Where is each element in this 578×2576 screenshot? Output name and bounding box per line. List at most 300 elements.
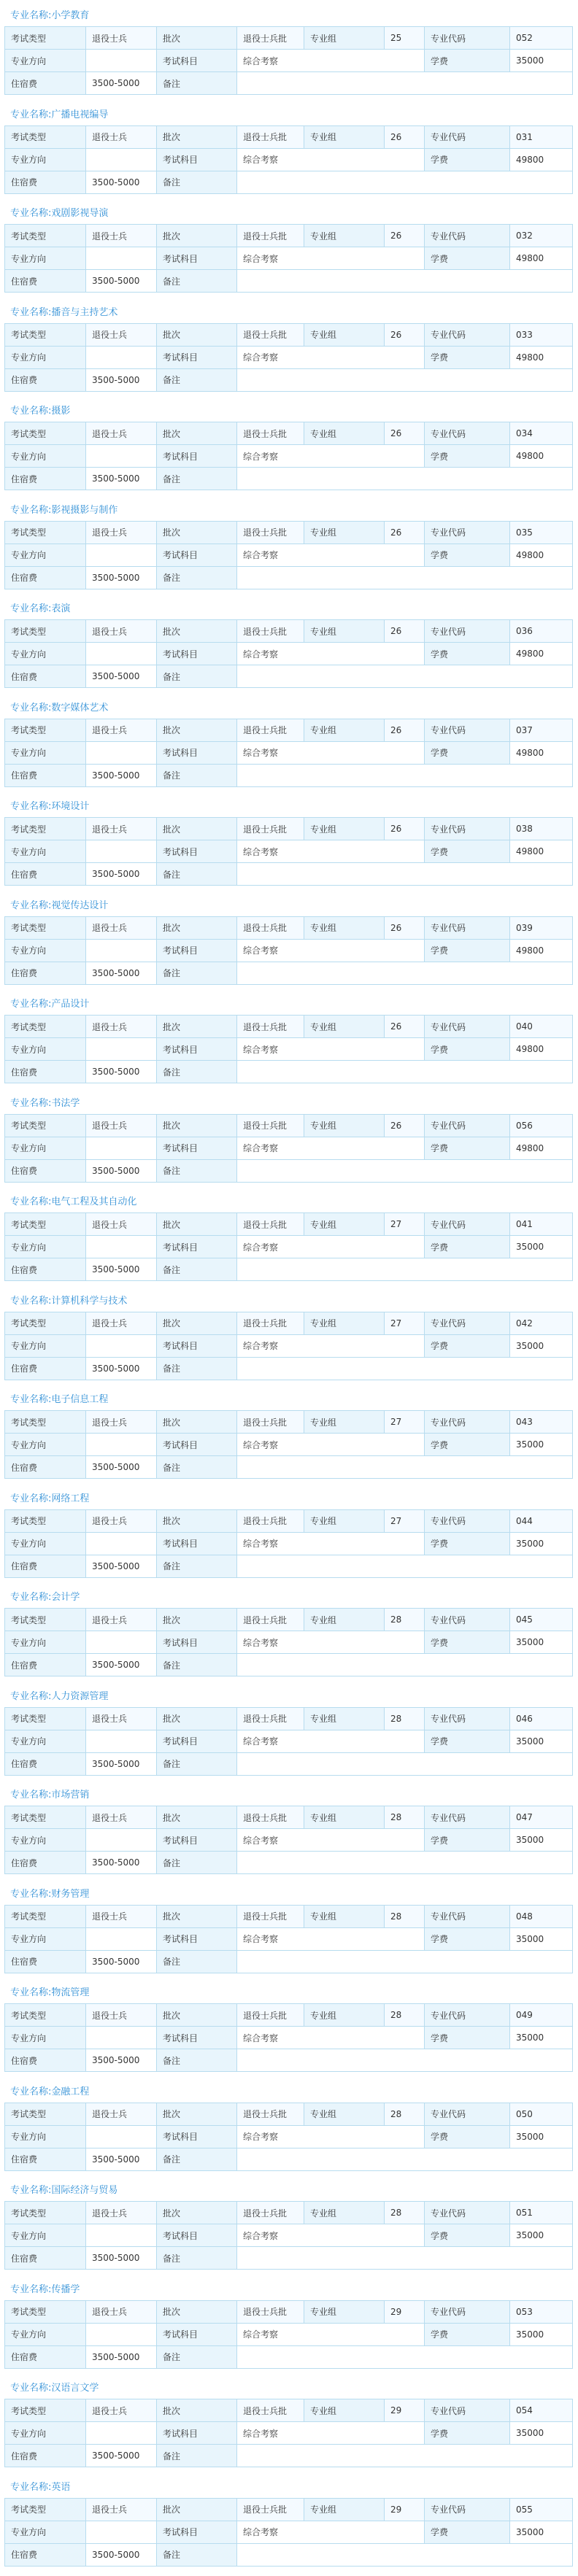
major-title-prefix: 专业名称: bbox=[10, 2383, 51, 2394]
major-title bbox=[4, 1785, 574, 1806]
table-row bbox=[5, 50, 573, 72]
dorm-label: 住宿费 bbox=[5, 1654, 86, 1676]
exam-type-label: 考试类型 bbox=[5, 620, 86, 643]
table-row bbox=[5, 2445, 573, 2467]
remark-value bbox=[237, 1950, 573, 1973]
tuition-label: 学费 bbox=[425, 445, 510, 468]
remark-value bbox=[237, 764, 573, 786]
exam-type-value: 退役士兵 bbox=[86, 1509, 157, 1532]
table-row bbox=[5, 1852, 573, 1874]
tuition-value: 35000 bbox=[510, 1434, 573, 1456]
table-row bbox=[5, 962, 573, 984]
tuition-label: 学费 bbox=[425, 50, 510, 72]
dorm-value: 3500-5000 bbox=[86, 368, 157, 391]
dorm-value: 3500-5000 bbox=[86, 2543, 157, 2566]
direction-value bbox=[86, 2323, 157, 2345]
exam-type-value: 退役士兵 bbox=[86, 125, 157, 148]
dorm-label: 住宿费 bbox=[5, 2543, 86, 2566]
major-title-prefix: 专业名称: bbox=[10, 1196, 51, 1207]
major-block bbox=[4, 2280, 574, 2379]
table-row bbox=[5, 863, 573, 886]
remark-label: 备注 bbox=[157, 1159, 237, 1182]
subject-label: 考试科目 bbox=[157, 1631, 237, 1654]
tuition-label: 学费 bbox=[425, 1137, 510, 1159]
dorm-label: 住宿费 bbox=[5, 1852, 86, 1874]
tuition-value: 49800 bbox=[510, 939, 573, 962]
dorm-value: 3500-5000 bbox=[86, 2148, 157, 2170]
exam-type-label: 考试类型 bbox=[5, 719, 86, 741]
exam-type-label: 考试类型 bbox=[5, 2103, 86, 2125]
direction-value bbox=[86, 1631, 157, 1654]
remark-label: 备注 bbox=[157, 2247, 237, 2270]
subject-value: 综合考察 bbox=[237, 2521, 425, 2543]
dorm-value: 3500-5000 bbox=[86, 171, 157, 193]
exam-type-label: 考试类型 bbox=[5, 2004, 86, 2027]
tuition-label: 学费 bbox=[425, 1532, 510, 1555]
table-row bbox=[5, 1061, 573, 1083]
remark-value bbox=[237, 1061, 573, 1083]
code-value: 031 bbox=[510, 125, 573, 148]
subject-label: 考试科目 bbox=[157, 2521, 237, 2543]
exam-type-label: 考试类型 bbox=[5, 1411, 86, 1434]
table-row bbox=[5, 1555, 573, 1577]
dorm-value: 3500-5000 bbox=[86, 1752, 157, 1775]
table-row bbox=[5, 1213, 573, 1236]
major-title bbox=[4, 1094, 574, 1114]
major-name: 网络工程 bbox=[51, 1493, 89, 1504]
major-block bbox=[4, 896, 574, 995]
exam-type-value: 退役士兵 bbox=[86, 1114, 157, 1137]
major-block bbox=[4, 401, 574, 500]
batch-label: 批次 bbox=[157, 27, 237, 50]
subject-label: 考试科目 bbox=[157, 840, 237, 863]
tuition-value: 49800 bbox=[510, 840, 573, 863]
dorm-value: 3500-5000 bbox=[86, 2345, 157, 2368]
exam-type-value: 退役士兵 bbox=[86, 818, 157, 840]
code-value: 039 bbox=[510, 916, 573, 939]
dorm-value: 3500-5000 bbox=[86, 2445, 157, 2467]
major-title bbox=[4, 1489, 574, 1509]
table-row bbox=[5, 764, 573, 786]
subject-value: 综合考察 bbox=[237, 2224, 425, 2247]
table-row bbox=[5, 620, 573, 643]
exam-type-value: 退役士兵 bbox=[86, 2103, 157, 2125]
table-row bbox=[5, 323, 573, 346]
table-row bbox=[5, 346, 573, 368]
exam-type-label: 考试类型 bbox=[5, 1905, 86, 1927]
direction-value bbox=[86, 1829, 157, 1852]
batch-value: 退役士兵批 bbox=[237, 2202, 304, 2224]
table-row bbox=[5, 2103, 573, 2125]
direction-value bbox=[86, 1236, 157, 1258]
major-title bbox=[4, 6, 574, 26]
subject-label: 考试科目 bbox=[157, 939, 237, 962]
batch-label: 批次 bbox=[157, 2202, 237, 2224]
remark-label: 备注 bbox=[157, 1654, 237, 1676]
batch-value: 退役士兵批 bbox=[237, 2103, 304, 2125]
table-row bbox=[5, 2247, 573, 2270]
batch-value: 退役士兵批 bbox=[237, 1905, 304, 1927]
batch-label: 批次 bbox=[157, 719, 237, 741]
subject-value: 综合考察 bbox=[237, 50, 425, 72]
batch-value: 退役士兵批 bbox=[237, 323, 304, 346]
code-value: 048 bbox=[510, 1905, 573, 1927]
tuition-value: 35000 bbox=[510, 2521, 573, 2543]
major-title-prefix: 专业名称: bbox=[10, 109, 51, 120]
batch-value: 退役士兵批 bbox=[237, 1213, 304, 1236]
direction-value bbox=[86, 2224, 157, 2247]
subject-label: 考试科目 bbox=[157, 2323, 237, 2345]
major-info-table bbox=[4, 1312, 573, 1380]
code-label: 专业代码 bbox=[425, 27, 510, 50]
code-value: 053 bbox=[510, 2300, 573, 2323]
tuition-label: 学费 bbox=[425, 1038, 510, 1061]
group-label: 专业组 bbox=[304, 422, 385, 445]
dorm-value: 3500-5000 bbox=[86, 863, 157, 886]
batch-label: 批次 bbox=[157, 2004, 237, 2027]
major-block bbox=[4, 698, 574, 797]
dorm-label: 住宿费 bbox=[5, 1357, 86, 1380]
batch-value: 退役士兵批 bbox=[237, 422, 304, 445]
batch-label: 批次 bbox=[157, 2300, 237, 2323]
remark-value bbox=[237, 1159, 573, 1182]
batch-label: 批次 bbox=[157, 1707, 237, 1730]
exam-type-value: 退役士兵 bbox=[86, 1016, 157, 1038]
exam-type-value: 退役士兵 bbox=[86, 2498, 157, 2521]
subject-value: 综合考察 bbox=[237, 1829, 425, 1852]
code-label: 专业代码 bbox=[425, 1213, 510, 1236]
table-row bbox=[5, 741, 573, 764]
subject-value: 综合考察 bbox=[237, 1038, 425, 1061]
table-row bbox=[5, 1434, 573, 1456]
group-value: 28 bbox=[385, 2103, 425, 2125]
direction-value bbox=[86, 1137, 157, 1159]
batch-label: 批次 bbox=[157, 1509, 237, 1532]
major-name: 小学教育 bbox=[51, 10, 89, 21]
dorm-label: 住宿费 bbox=[5, 1752, 86, 1775]
direction-label: 专业方向 bbox=[5, 445, 86, 468]
exam-type-value: 退役士兵 bbox=[86, 620, 157, 643]
remark-label: 备注 bbox=[157, 72, 237, 95]
table-row bbox=[5, 171, 573, 193]
batch-value: 退役士兵批 bbox=[237, 1707, 304, 1730]
direction-label: 专业方向 bbox=[5, 1236, 86, 1258]
table-row bbox=[5, 270, 573, 293]
table-row bbox=[5, 1258, 573, 1281]
major-title-prefix: 专业名称: bbox=[10, 999, 51, 1010]
major-title bbox=[4, 2181, 574, 2201]
table-row bbox=[5, 2422, 573, 2445]
remark-value bbox=[237, 863, 573, 886]
tuition-value: 49800 bbox=[510, 445, 573, 468]
subject-value: 综合考察 bbox=[237, 741, 425, 764]
major-title-prefix: 专业名称: bbox=[10, 1493, 51, 1504]
remark-value bbox=[237, 468, 573, 490]
tuition-value: 49800 bbox=[510, 544, 573, 566]
table-row bbox=[5, 1016, 573, 1038]
major-title bbox=[4, 2478, 574, 2498]
major-info-table bbox=[4, 619, 573, 688]
dorm-label: 住宿费 bbox=[5, 863, 86, 886]
remark-label: 备注 bbox=[157, 1555, 237, 1577]
remark-value bbox=[237, 2543, 573, 2566]
major-title-prefix: 专业名称: bbox=[10, 2086, 51, 2097]
major-title bbox=[4, 401, 574, 422]
major-info-table bbox=[4, 224, 573, 293]
subject-value: 综合考察 bbox=[237, 2125, 425, 2148]
direction-label: 专业方向 bbox=[5, 2125, 86, 2148]
major-name: 英语 bbox=[51, 2482, 70, 2493]
direction-label: 专业方向 bbox=[5, 840, 86, 863]
exam-type-label: 考试类型 bbox=[5, 2202, 86, 2224]
tuition-label: 学费 bbox=[425, 148, 510, 171]
subject-value: 综合考察 bbox=[237, 1236, 425, 1258]
subject-label: 考试科目 bbox=[157, 1038, 237, 1061]
batch-value: 退役士兵批 bbox=[237, 1016, 304, 1038]
code-label: 专业代码 bbox=[425, 1411, 510, 1434]
remark-label: 备注 bbox=[157, 2049, 237, 2072]
batch-value: 退役士兵批 bbox=[237, 1312, 304, 1334]
batch-value: 退役士兵批 bbox=[237, 2498, 304, 2521]
dorm-label: 住宿费 bbox=[5, 1950, 86, 1973]
direction-label: 专业方向 bbox=[5, 1829, 86, 1852]
group-label: 专业组 bbox=[304, 125, 385, 148]
group-label: 专业组 bbox=[304, 1213, 385, 1236]
table-row bbox=[5, 1038, 573, 1061]
exam-type-label: 考试类型 bbox=[5, 818, 86, 840]
direction-label: 专业方向 bbox=[5, 1730, 86, 1752]
code-label: 专业代码 bbox=[425, 323, 510, 346]
major-name: 环境设计 bbox=[51, 801, 89, 812]
major-info-table bbox=[4, 1707, 573, 1776]
remark-value bbox=[237, 1258, 573, 1281]
direction-value bbox=[86, 741, 157, 764]
batch-label: 批次 bbox=[157, 1806, 237, 1829]
dorm-label: 住宿费 bbox=[5, 1555, 86, 1577]
exam-type-label: 考试类型 bbox=[5, 1213, 86, 1236]
table-row bbox=[5, 1159, 573, 1182]
group-label: 专业组 bbox=[304, 818, 385, 840]
batch-label: 批次 bbox=[157, 2103, 237, 2125]
group-value: 27 bbox=[385, 1509, 425, 1532]
exam-type-value: 退役士兵 bbox=[86, 27, 157, 50]
major-name: 戏剧影视导演 bbox=[51, 208, 108, 219]
group-label: 专业组 bbox=[304, 1609, 385, 1631]
code-value: 040 bbox=[510, 1016, 573, 1038]
table-row bbox=[5, 1654, 573, 1676]
code-label: 专业代码 bbox=[425, 818, 510, 840]
tuition-label: 学费 bbox=[425, 544, 510, 566]
subject-label: 考试科目 bbox=[157, 1532, 237, 1555]
exam-type-label: 考试类型 bbox=[5, 2399, 86, 2422]
subject-value: 综合考察 bbox=[237, 2422, 425, 2445]
major-info-table bbox=[4, 1806, 573, 1874]
major-block bbox=[4, 797, 574, 896]
code-value: 045 bbox=[510, 1609, 573, 1631]
table-row bbox=[5, 1950, 573, 1973]
group-value: 27 bbox=[385, 1312, 425, 1334]
tuition-label: 学费 bbox=[425, 1829, 510, 1852]
subject-value: 综合考察 bbox=[237, 346, 425, 368]
batch-label: 批次 bbox=[157, 1114, 237, 1137]
remark-label: 备注 bbox=[157, 468, 237, 490]
major-title bbox=[4, 105, 574, 125]
direction-value bbox=[86, 2027, 157, 2049]
remark-value bbox=[237, 368, 573, 391]
table-row bbox=[5, 1730, 573, 1752]
remark-value bbox=[237, 2445, 573, 2467]
group-label: 专业组 bbox=[304, 1905, 385, 1927]
subject-value: 综合考察 bbox=[237, 1927, 425, 1950]
group-value: 29 bbox=[385, 2300, 425, 2323]
subject-value: 综合考察 bbox=[237, 840, 425, 863]
tuition-value: 35000 bbox=[510, 50, 573, 72]
group-value: 26 bbox=[385, 818, 425, 840]
direction-value bbox=[86, 2521, 157, 2543]
group-label: 专业组 bbox=[304, 2498, 385, 2521]
major-info-table bbox=[4, 817, 573, 886]
direction-value bbox=[86, 1038, 157, 1061]
group-label: 专业组 bbox=[304, 225, 385, 247]
subject-value: 综合考察 bbox=[237, 148, 425, 171]
major-title bbox=[4, 2082, 574, 2103]
table-row bbox=[5, 1905, 573, 1927]
code-value: 047 bbox=[510, 1806, 573, 1829]
group-value: 28 bbox=[385, 1905, 425, 1927]
major-title-prefix: 专业名称: bbox=[10, 703, 51, 713]
major-title-prefix: 专业名称: bbox=[10, 1592, 51, 1603]
exam-type-value: 退役士兵 bbox=[86, 2399, 157, 2422]
table-row bbox=[5, 1456, 573, 1479]
group-label: 专业组 bbox=[304, 27, 385, 50]
dorm-value: 3500-5000 bbox=[86, 1950, 157, 1973]
direction-value bbox=[86, 1927, 157, 1950]
exam-type-label: 考试类型 bbox=[5, 916, 86, 939]
code-label: 专业代码 bbox=[425, 2300, 510, 2323]
code-label: 专业代码 bbox=[425, 620, 510, 643]
tuition-value: 49800 bbox=[510, 148, 573, 171]
major-title-prefix: 专业名称: bbox=[10, 2284, 51, 2295]
table-row bbox=[5, 2323, 573, 2345]
tuition-label: 学费 bbox=[425, 1631, 510, 1654]
major-title bbox=[4, 698, 574, 719]
major-title-prefix: 专业名称: bbox=[10, 505, 51, 516]
dorm-label: 住宿费 bbox=[5, 2049, 86, 2072]
subject-label: 考试科目 bbox=[157, 643, 237, 665]
tuition-label: 学费 bbox=[425, 247, 510, 270]
remark-label: 备注 bbox=[157, 1357, 237, 1380]
code-label: 专业代码 bbox=[425, 916, 510, 939]
subject-value: 综合考察 bbox=[237, 247, 425, 270]
exam-type-value: 退役士兵 bbox=[86, 1213, 157, 1236]
direction-value bbox=[86, 840, 157, 863]
code-value: 041 bbox=[510, 1213, 573, 1236]
code-value: 033 bbox=[510, 323, 573, 346]
dorm-value: 3500-5000 bbox=[86, 1456, 157, 1479]
code-label: 专业代码 bbox=[425, 1806, 510, 1829]
dorm-value: 3500-5000 bbox=[86, 962, 157, 984]
table-row bbox=[5, 1236, 573, 1258]
group-label: 专业组 bbox=[304, 2300, 385, 2323]
code-value: 056 bbox=[510, 1114, 573, 1137]
tuition-label: 学费 bbox=[425, 2323, 510, 2345]
table-row bbox=[5, 2498, 573, 2521]
exam-type-label: 考试类型 bbox=[5, 1312, 86, 1334]
dorm-value: 3500-5000 bbox=[86, 1061, 157, 1083]
dorm-label: 住宿费 bbox=[5, 665, 86, 688]
major-name: 广播电视编导 bbox=[51, 109, 108, 120]
tuition-value: 35000 bbox=[510, 2224, 573, 2247]
tuition-label: 学费 bbox=[425, 643, 510, 665]
tuition-value: 35000 bbox=[510, 1334, 573, 1357]
batch-value: 退役士兵批 bbox=[237, 125, 304, 148]
exam-type-label: 考试类型 bbox=[5, 323, 86, 346]
major-name: 表演 bbox=[51, 603, 70, 614]
major-info-table bbox=[4, 1015, 573, 1083]
tuition-value: 49800 bbox=[510, 1137, 573, 1159]
direction-label: 专业方向 bbox=[5, 1631, 86, 1654]
remark-label: 备注 bbox=[157, 1852, 237, 1874]
subject-value: 综合考察 bbox=[237, 1434, 425, 1456]
code-label: 专业代码 bbox=[425, 2004, 510, 2027]
subject-label: 考试科目 bbox=[157, 148, 237, 171]
major-title-prefix: 专业名称: bbox=[10, 1987, 51, 1998]
code-label: 专业代码 bbox=[425, 422, 510, 445]
exam-type-value: 退役士兵 bbox=[86, 1411, 157, 1434]
group-value: 26 bbox=[385, 1114, 425, 1137]
major-block bbox=[4, 204, 574, 303]
group-label: 专业组 bbox=[304, 1016, 385, 1038]
dorm-label: 住宿费 bbox=[5, 72, 86, 95]
direction-value bbox=[86, 1532, 157, 1555]
subject-label: 考试科目 bbox=[157, 1236, 237, 1258]
major-block bbox=[4, 2378, 574, 2478]
remark-label: 备注 bbox=[157, 1456, 237, 1479]
group-label: 专业组 bbox=[304, 521, 385, 544]
major-title-prefix: 专业名称: bbox=[10, 801, 51, 812]
code-value: 054 bbox=[510, 2399, 573, 2422]
major-name: 电子信息工程 bbox=[51, 1394, 108, 1405]
code-label: 专业代码 bbox=[425, 1016, 510, 1038]
major-title-prefix: 专业名称: bbox=[10, 2482, 51, 2493]
exam-type-value: 退役士兵 bbox=[86, 1806, 157, 1829]
direction-label: 专业方向 bbox=[5, 939, 86, 962]
table-row bbox=[5, 1357, 573, 1380]
code-label: 专业代码 bbox=[425, 2202, 510, 2224]
remark-label: 备注 bbox=[157, 2543, 237, 2566]
batch-label: 批次 bbox=[157, 2399, 237, 2422]
subject-label: 考试科目 bbox=[157, 1434, 237, 1456]
major-title-prefix: 专业名称: bbox=[10, 1889, 51, 1900]
major-info-table bbox=[4, 521, 573, 589]
code-value: 037 bbox=[510, 719, 573, 741]
table-row bbox=[5, 2399, 573, 2422]
remark-label: 备注 bbox=[157, 368, 237, 391]
group-value: 29 bbox=[385, 2399, 425, 2422]
major-info-table bbox=[4, 1509, 573, 1578]
major-title bbox=[4, 599, 574, 619]
major-title-prefix: 专业名称: bbox=[10, 406, 51, 417]
tuition-label: 学费 bbox=[425, 1236, 510, 1258]
tuition-value: 35000 bbox=[510, 2422, 573, 2445]
major-title bbox=[4, 2280, 574, 2300]
table-row bbox=[5, 2224, 573, 2247]
group-value: 28 bbox=[385, 1806, 425, 1829]
group-label: 专业组 bbox=[304, 1411, 385, 1434]
major-block bbox=[4, 105, 574, 204]
remark-value bbox=[237, 171, 573, 193]
dorm-value: 3500-5000 bbox=[86, 1654, 157, 1676]
